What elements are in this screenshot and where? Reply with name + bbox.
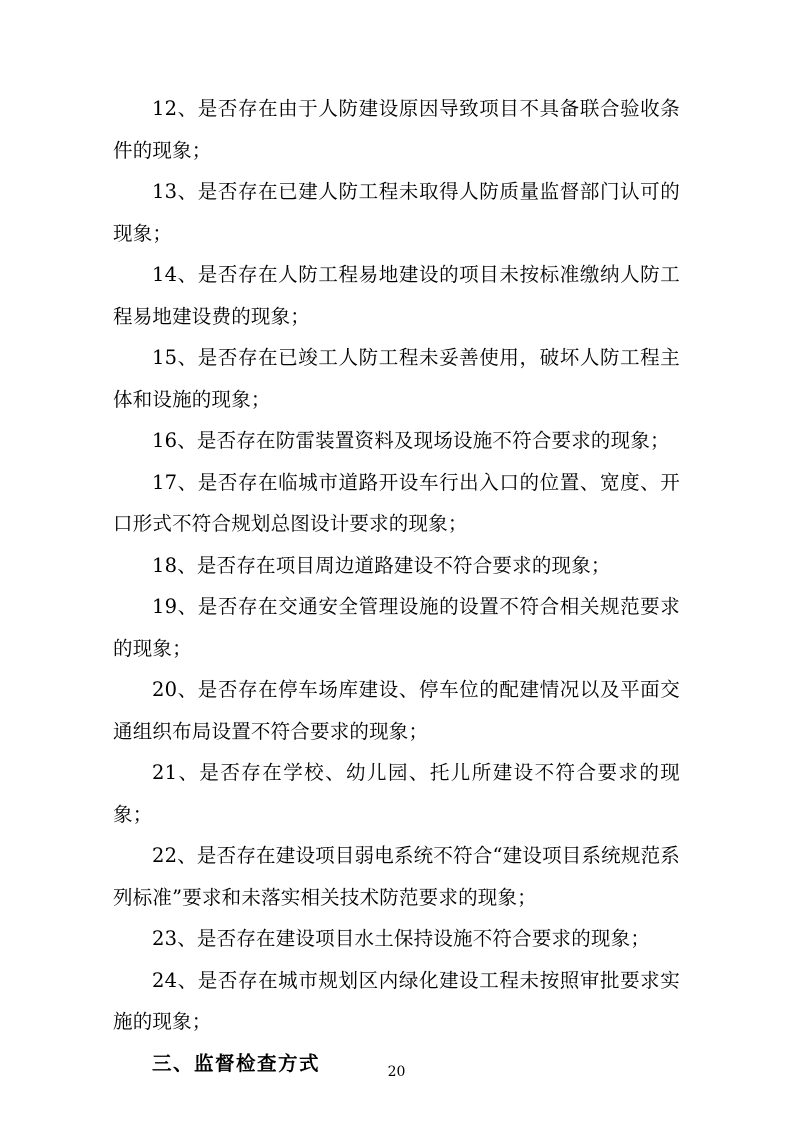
list-item: 14、是否存在人防工程易地建设的项目未按标准缴纳人防工程易地建设费的现象； — [113, 263, 680, 328]
list-item: 19、是否存在交通安全管理设施的设置不符合相关规范要求的现象； — [113, 595, 680, 660]
list-item: 12、是否存在由于人防建设原因导致项目不具备联合验收条件的现象； — [113, 97, 680, 162]
list-item: 18、是否存在项目周边道路建设不符合要求的现象； — [152, 553, 611, 577]
document-body — [113, 88, 680, 1084]
list-item: 20、是否存在停车场库建设、停车位的配建情况以及平面交通组织布局设置不符合要求的现象； — [113, 678, 680, 743]
list-item: 15、是否存在已竣工人防工程未妥善使用，破坏人防工程主体和设施的现象； — [113, 346, 680, 411]
section-heading: 三、监督检查方式 — [152, 1051, 321, 1075]
list-item: 13、是否存在已建人防工程未取得人防质量监督部门认可的现象； — [113, 180, 680, 245]
page-number: 20 — [387, 1064, 406, 1080]
list-item: 21、是否存在学校、幼儿园、托儿所建设不符合要求的现象； — [113, 761, 680, 826]
list-item: 23、是否存在建设项目水土保持设施不符合要求的现象； — [152, 927, 651, 950]
list-item: 22、是否存在建设项目弱电系统不符合“建设项目系统规范系列标准”要求和未落实相关技术防范要求的现象； — [113, 844, 680, 909]
list-item: 17、是否存在临城市道路开设车行出入口的位置、宽度、开口形式不符合规划总图设计要求的现象； — [113, 470, 680, 535]
list-item: 16、是否存在防雷装置资料及现场设施不符合要求的现象； — [152, 429, 670, 452]
list-item: 24、是否存在城市规划区内绿化建设工程未按照审批要求实施的现象； — [113, 968, 680, 1033]
